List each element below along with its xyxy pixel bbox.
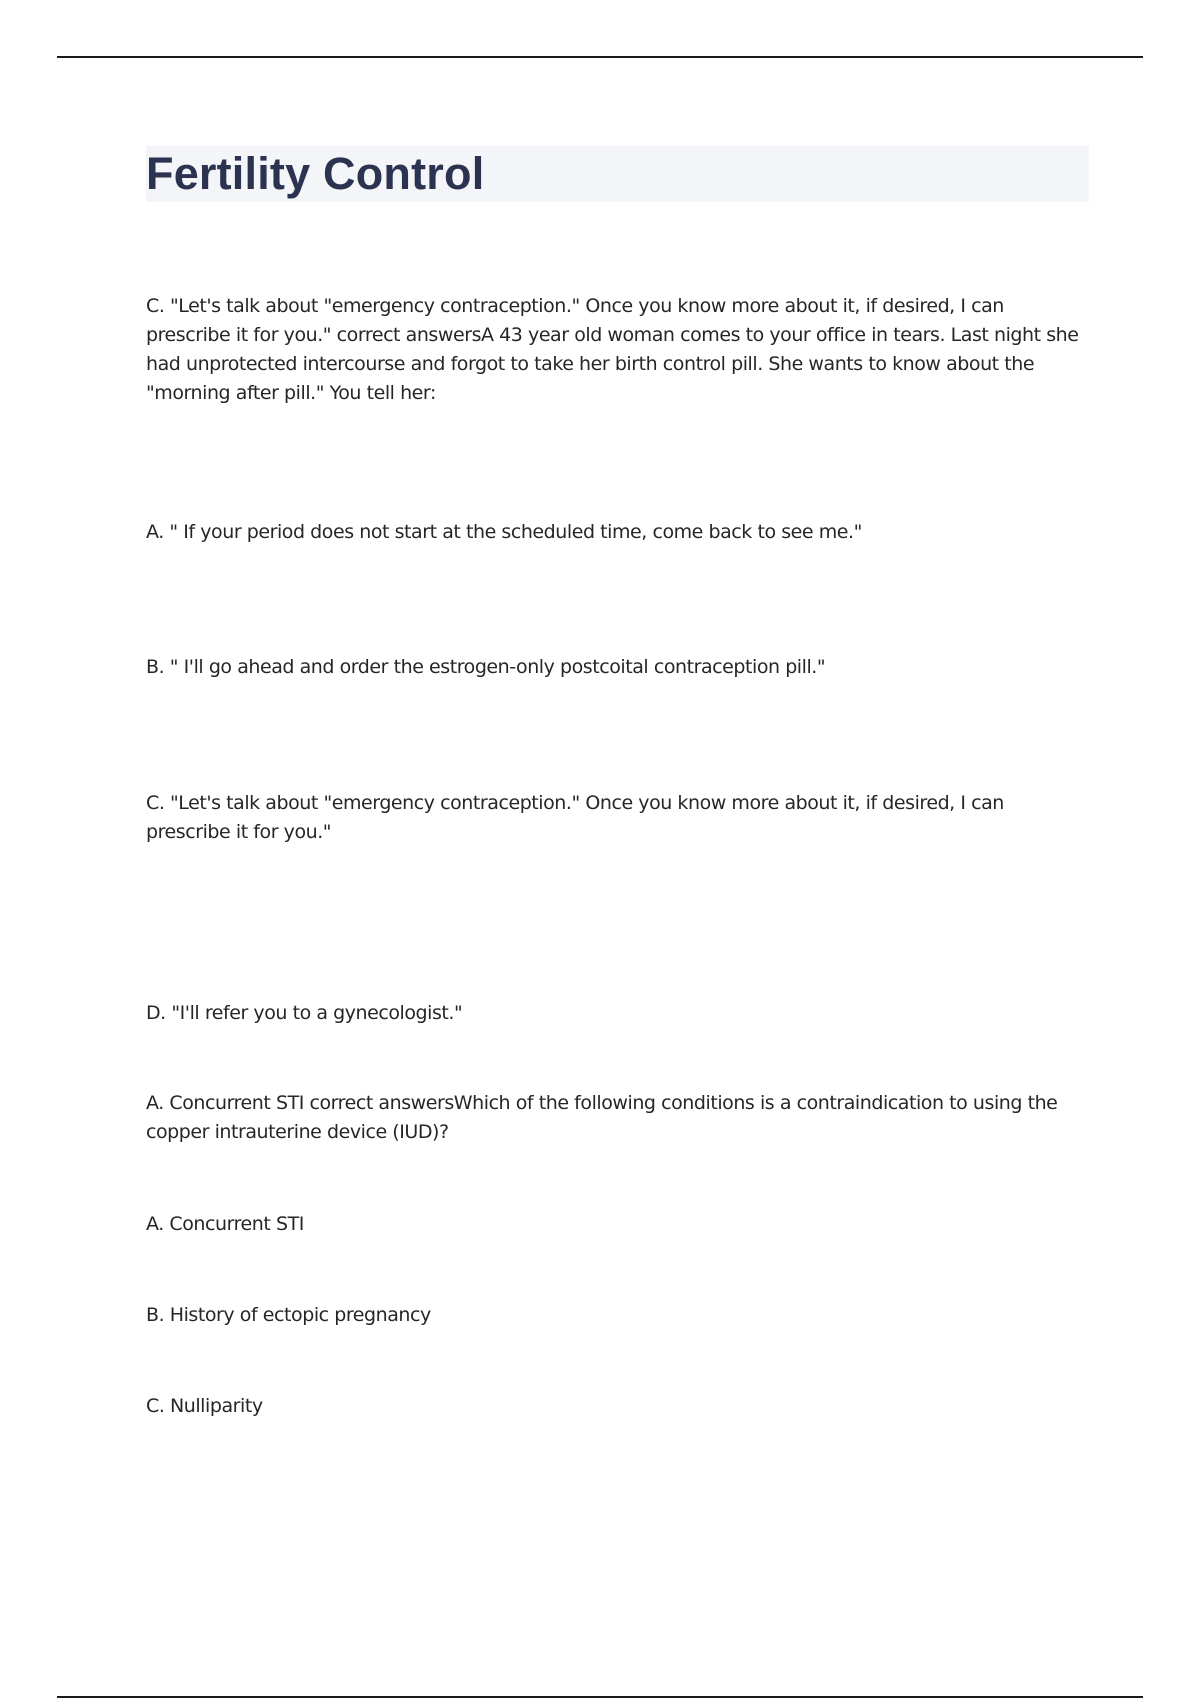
bottom-rule [57, 1696, 1143, 1698]
question-1-option-d: D. "I'll refer you to a gynecologist." [146, 1002, 463, 1024]
question-1-option-b: B. " I'll go ahead and order the estrogen-only postcoital contraception pill." [146, 656, 826, 678]
question-1-option-a: A. " If your period does not start at the scheduled time, come back to see me." [146, 521, 862, 543]
question-1-answer-and-prompt: C. "Let's talk about "emergency contraception." Once you know more about it, if desired, I can prescribe it for you." correct answersA 43 year old woman comes to your office in tears. Last night she had unprotected intercourse and forgot to take her birth control pill. She wants to know about the "morning after pill." You tell her: [146, 295, 1079, 404]
question-2-option-c: C. Nulliparity [146, 1395, 263, 1417]
question-2-option-b: B. History of ectopic pregnancy [146, 1304, 431, 1326]
top-rule [57, 56, 1143, 58]
page-title: Fertility Control [146, 148, 485, 199]
question-1-option-c: C. "Let's talk about "emergency contraception." Once you know more about it, if desired, I can prescribe it for you." [146, 792, 1004, 843]
question-2-answer-and-prompt: A. Concurrent STI correct answersWhich of the following conditions is a contraindication to using the copper intrauterine device (IUD)? [146, 1092, 1058, 1143]
question-2-option-a: A. Concurrent STI [146, 1213, 304, 1235]
